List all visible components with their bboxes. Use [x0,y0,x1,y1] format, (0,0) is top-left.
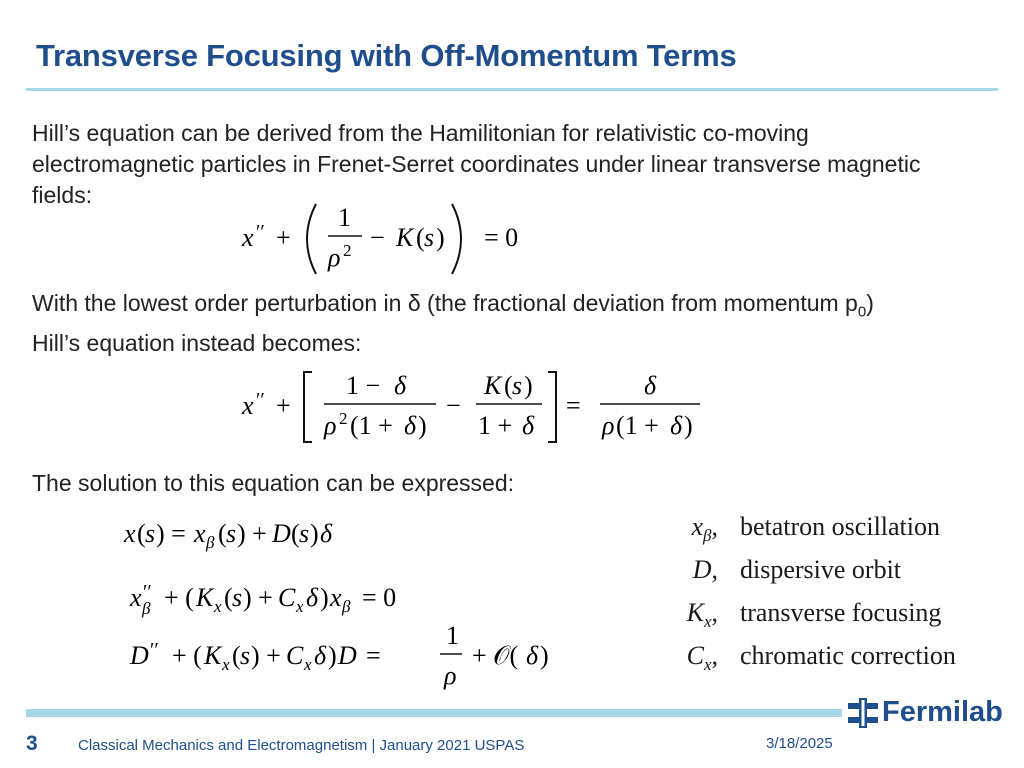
footer-date: 3/18/2025 [766,735,833,752]
svg-text:(: ( [218,519,227,548]
svg-text:(: ( [291,519,300,548]
svg-text:ρ: ρ [602,411,615,440]
legend-row [640,512,956,555]
svg-text:δ: δ [394,371,407,400]
svg-text:β: β [206,533,215,552]
legend-description: chromatic correction [740,641,956,670]
perturbation-line-1: With the lowest order perturbation in δ (the fractional deviation from momentum p [32,290,858,316]
logo-text: Fermilab [882,696,1003,728]
svg-text:) +: ) + [243,583,273,612]
svg-text:x: x [330,583,342,612]
svg-text:=: = [566,391,581,420]
fermilab-logo [848,696,1003,729]
svg-text:x: x [130,583,142,612]
svg-text:(1 +: (1 + [350,411,393,440]
svg-text:x: x [214,597,222,616]
svg-text:): ) [310,519,319,548]
svg-text:D: D [130,641,149,670]
momentum-subscript: 0 [857,303,867,321]
svg-text:(: ( [416,223,425,252]
intro-paragraph: Hill’s equation can be derived from the Hamilitonian for relativistic co-moving electromagnetic particles in Frenet-Serret coordinates under linear transverse magnetic fields: [32,120,921,208]
svg-text:+ (: + ( [164,583,194,612]
svg-text:(: ( [232,641,241,670]
svg-text:K: K [396,223,414,252]
svg-text:x: x [194,519,206,548]
svg-text:s: s [232,583,243,612]
svg-text:D: D [338,641,357,670]
svg-text:K: K [196,583,214,612]
svg-text:−: − [446,391,461,420]
svg-text:+ 𝒪(: + 𝒪( [472,641,519,670]
svg-text:δ: δ [644,371,657,400]
legend-symbol: $K_x$, [686,598,718,632]
svg-text:(: ( [504,371,513,400]
svg-text:K: K [484,371,502,400]
legend-row [640,555,956,598]
svg-text:) +: ) + [237,519,267,548]
svg-text:): ) [328,641,337,670]
svg-text:): ) [436,223,445,252]
svg-text:): ) [684,411,693,440]
footer-course-text: Classical Mechanics and Electromagnetism | January 2021 USPAS [78,737,525,754]
svg-text:s: s [145,519,156,548]
svg-text:δ: δ [526,641,539,670]
svg-text:δ: δ [320,519,333,548]
svg-text:) +: ) + [251,641,281,670]
svg-text:δ: δ [670,411,683,440]
svg-text:δ: δ [522,411,535,440]
svg-text:1: 1 [338,203,351,232]
svg-text:): ) [320,583,329,612]
footer-bar [26,709,842,717]
svg-text:s: s [226,519,237,548]
svg-text:′′: ′′ [256,221,265,243]
svg-text:C: C [286,641,304,670]
solution-paragraph: The solution to this equation can be expressed: [32,470,515,496]
legend-description: dispersive orbit [740,555,902,584]
perturbation-paragraph [32,288,992,359]
dispersion-equation [130,618,570,701]
svg-text:−: − [370,223,385,252]
page-number: 3 [26,732,38,755]
perturbation-close: ) [866,290,874,316]
svg-text:δ: δ [404,411,417,440]
legend-row [640,598,956,641]
svg-text:′′: ′′ [256,389,265,411]
svg-text:s: s [424,223,435,252]
svg-text:= 0: = 0 [362,583,397,612]
slide-title: Transverse Focusing with Off-Momentum Terms [36,38,737,73]
svg-text:s: s [299,519,310,548]
svg-text:(: ( [224,583,233,612]
svg-text:′′: ′′ [150,639,159,661]
svg-text:s: s [512,371,523,400]
title-divider [26,88,998,91]
legend-description: transverse focusing [740,598,942,627]
legend-symbol: $x_\beta$, [691,512,718,546]
symbol-legend [640,512,956,684]
svg-text:) =: ) = [156,519,186,548]
svg-text:): ) [524,371,533,400]
svg-text:+: + [276,223,291,252]
svg-text:x: x [242,223,254,252]
perturbation-line-2: Hill’s equation instead becomes: [32,329,362,356]
fermilab-mark-icon [848,698,878,728]
svg-text:=: = [366,641,381,670]
svg-text:1 +: 1 + [478,411,513,440]
solution-equation [122,512,412,559]
svg-text:x: x [124,519,136,548]
svg-text:ρ: ρ [324,411,337,440]
svg-text:δ: δ [314,641,327,670]
legend-description: betatron oscillation [740,512,941,541]
svg-text:β: β [342,597,351,616]
hills-equation [240,198,540,287]
svg-text:1 −: 1 − [346,371,381,400]
svg-text:): ) [418,411,427,440]
svg-text:β: β [142,599,151,618]
svg-text:C: C [278,583,296,612]
svg-text:+: + [276,391,291,420]
svg-text:′′: ′′ [143,581,152,603]
svg-text:K: K [204,641,222,670]
svg-text:ρ: ρ [444,661,457,690]
svg-text:1: 1 [446,621,459,650]
svg-text:ρ: ρ [328,243,341,272]
svg-text:δ: δ [306,583,319,612]
svg-text:x: x [242,391,254,420]
svg-text:= 0: = 0 [484,223,519,252]
svg-text:x: x [296,597,304,616]
svg-text:(1 +: (1 + [616,411,659,440]
svg-text:2: 2 [339,409,348,428]
svg-text:): ) [540,641,549,670]
legend-row [640,641,956,684]
svg-text:x: x [304,655,312,674]
svg-text:s: s [240,641,251,670]
svg-text:(: ( [137,519,146,548]
legend-symbol: $C_x$, [686,641,718,675]
legend-symbol: D, [692,555,718,584]
svg-text:+ (: + ( [172,641,202,670]
svg-text:2: 2 [343,241,352,260]
svg-text:D: D [272,519,291,548]
svg-text:x: x [222,655,230,674]
perturbed-hills-equation [240,366,710,455]
